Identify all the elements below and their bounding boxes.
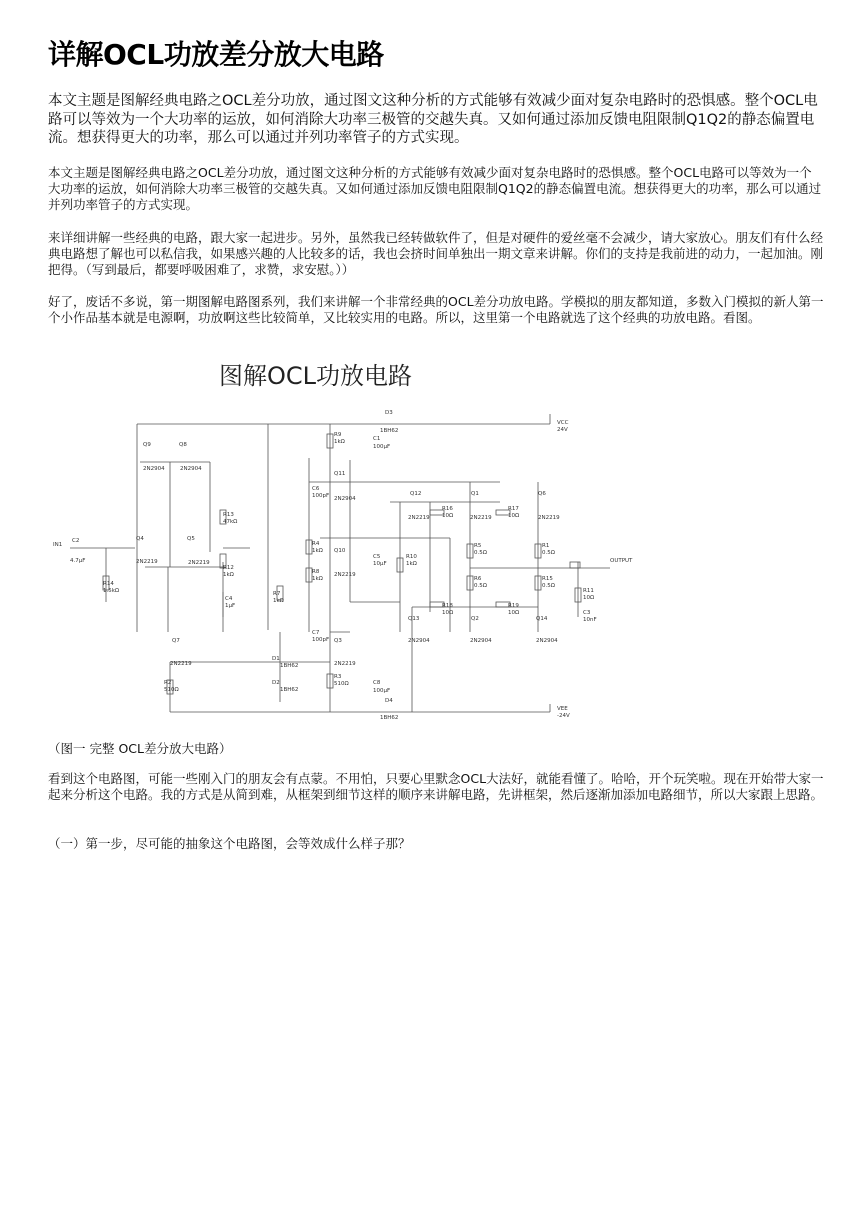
label-c6-value: 100pF [312, 493, 330, 499]
circuit-schematic [50, 362, 650, 726]
label-d3: D3 [385, 410, 393, 416]
label-r14-value: 1.5kΩ [103, 588, 120, 594]
label-q12-part: 2N2219 [408, 515, 430, 521]
label-d3-part: 1BH62 [380, 428, 399, 434]
label-q13-part: 2N2904 [408, 638, 430, 644]
label-r16: R16 [442, 506, 453, 512]
label-r15: R15 [542, 576, 553, 582]
label-input: IN1 [53, 542, 63, 548]
label-q6-part: 2N2219 [538, 515, 560, 521]
article-title: 详解OCL功放差分放大电路 [48, 38, 384, 71]
label-q5-part: 2N2219 [188, 560, 210, 566]
label-r12: R12 [223, 565, 234, 571]
label-c1: C1 [373, 436, 381, 442]
label-c5-value: 10μF [373, 561, 387, 567]
label-q2-part: 2N2904 [470, 638, 492, 644]
figure-caption: （图一 完整 OCL差分放大电路） [48, 741, 232, 756]
label-q13: Q13 [408, 616, 420, 622]
label-q11: Q11 [334, 471, 346, 477]
label-q11-part: 2N2904 [334, 496, 356, 502]
label-q12: Q12 [410, 491, 422, 497]
label-r19: R19 [508, 603, 519, 609]
label-r4-value: 1kΩ [312, 548, 323, 554]
section-step-one: （一）第一步，尽可能的抽象这个电路图，会等效成什么样子那？ [48, 836, 411, 851]
label-r10: R10 [406, 554, 417, 560]
label-q10-part: 2N2219 [334, 572, 356, 578]
label-r13: R13 [223, 512, 234, 518]
label-r5-value: 0.5Ω [474, 550, 487, 556]
label-r10-value: 1kΩ [406, 561, 417, 567]
label-r7-value: 1kΩ [273, 598, 284, 604]
label-r9: R9 [334, 432, 342, 438]
paragraph-topic: 好了，废话不多说，第一期图解电路图系列，我们来讲解一个非常经典的OCL差分功放电路。学模拟的朋友都知道，多数入门模拟的新人第一个小作品基本就是电源啊，功放啊这些比较简单，又比较实用的电路。所以，这里第一个电路就选了这个经典的功放电路。看图。 [48, 294, 824, 325]
label-c3: C3 [583, 610, 591, 616]
label-q10: Q10 [334, 548, 346, 554]
label-r9-value: 1kΩ [334, 439, 345, 445]
label-r17-value: 10Ω [508, 513, 520, 519]
label-q7: Q7 [172, 638, 180, 644]
label-c2: C2 [72, 538, 80, 544]
label-r4: R4 [312, 541, 320, 547]
label-q9: Q9 [143, 442, 151, 448]
paragraph-motivation: 来详细讲解一些经典的电路，跟大家一起进步。另外，虽然我已经转做软件了，但是对硬件的爱丝毫不会减少，请大家放心。朋友们有什么经典电路想了解也可以私信我，如果感兴趣的人比较多的话，我也会挤时间单独出一期文章来讲解。你们的支持是我前进的动力，一起加油。刚把得。（写到最后，都要呼吸困难了，求赞，求安慰。）） [48, 230, 824, 277]
label-q14: Q14 [536, 616, 548, 622]
label-output: OUTPUT [610, 558, 633, 564]
article-summary: 本文主题是图解经典电路之OCL差分功放，通过图文这种分析的方式能够有效减少面对复杂电路时的恐惧感。整个OCL电路可以等效为一个大功率的运放，如何消除大功率三极管的交越失真。又如何通过添加反馈电阻限制Q1Q2的静态偏置电流。想获得更大的功率，那么可以通过并列功率管子的方式实现。 [48, 93, 818, 146]
label-d1: D1 [272, 656, 280, 662]
label-d1-part: 1BH62 [280, 663, 299, 669]
label-q1-part: 2N2219 [470, 515, 492, 521]
label-c3-value: 10nF [583, 617, 597, 623]
label-q14-part: 2N2904 [536, 638, 558, 644]
label-r11: R11 [583, 588, 594, 594]
label-r18: R18 [442, 603, 453, 609]
label-d4: D4 [385, 698, 393, 704]
label-r16-value: 10Ω [442, 513, 454, 519]
label-c4: C4 [225, 596, 233, 602]
label-r8: R8 [312, 569, 320, 575]
label-r19-value: 10Ω [508, 610, 520, 616]
label-r5: R5 [474, 543, 482, 549]
label-r7: R7 [273, 591, 281, 597]
label-d2-part: 1BH62 [280, 687, 299, 693]
label-r2: R2 [164, 680, 172, 686]
label-r15-value: 0.5Ω [542, 583, 555, 589]
label-r2-value: 510Ω [164, 687, 179, 693]
label-r18-value: 10Ω [442, 610, 454, 616]
label-c6: C6 [312, 486, 320, 492]
label-c1-value: 100μF [373, 444, 391, 450]
label-c5: C5 [373, 554, 381, 560]
label-r3-value: 510Ω [334, 681, 349, 687]
label-r1-value: 0.5Ω [542, 550, 555, 556]
label-vee-value: -24V [557, 713, 570, 719]
label-c7: C7 [312, 630, 320, 636]
label-vcc: VCC [557, 420, 569, 426]
label-d4-part: 1BH62 [380, 715, 399, 721]
figure-title: 图解OCL功放电路 [219, 362, 413, 390]
label-q6: Q6 [538, 491, 546, 497]
label-r1: R1 [542, 543, 550, 549]
label-q7-part: 2N2219 [170, 661, 192, 667]
label-q4: Q4 [136, 536, 144, 542]
label-q2: Q2 [471, 616, 479, 622]
label-q1: Q1 [471, 491, 479, 497]
label-r8-value: 1kΩ [312, 576, 323, 582]
label-r11-value: 10Ω [583, 595, 595, 601]
label-q9-part: 2N2904 [143, 466, 165, 472]
label-r14: R14 [103, 581, 114, 587]
label-r13-value: 47kΩ [223, 519, 238, 525]
label-q5: Q5 [187, 536, 195, 542]
label-c4-value: 1μF [225, 603, 236, 609]
label-q3-part: 2N2219 [334, 661, 356, 667]
label-r17: R17 [508, 506, 519, 512]
label-vee: VEE [557, 706, 568, 712]
label-c2-value: 4.7μF [70, 558, 86, 564]
label-d2: D2 [272, 680, 280, 686]
label-c8: C8 [373, 680, 381, 686]
label-q3: Q3 [334, 638, 342, 644]
label-q8-part: 2N2904 [180, 466, 202, 472]
label-c7-value: 100pF [312, 637, 330, 643]
label-r12-value: 1kΩ [223, 572, 234, 578]
label-q4-part: 2N2219 [136, 559, 158, 565]
label-q8: Q8 [179, 442, 187, 448]
label-r3: R3 [334, 674, 342, 680]
label-r6-value: 0.5Ω [474, 583, 487, 589]
label-c8-value: 100μF [373, 688, 391, 694]
paragraph-explanation: 看到这个电路图，可能一些刚入门的朋友会有点蒙。不用怕，只要心里默念OCL大法好，就能看懂了。哈哈，开个玩笑啦。现在开始带大家一起来分析这个电路。我的方式是从简到难，从框架到细节这样的顺序来讲解电路，先讲框架，然后逐渐加添加电路细节，所以大家跟上思路。 [48, 771, 824, 802]
label-vcc-value: 24V [557, 427, 568, 433]
label-r6: R6 [474, 576, 482, 582]
circuit-figure [50, 362, 650, 726]
paragraph-intro: 本文主题是图解经典电路之OCL差分功放，通过图文这种分析的方式能够有效减少面对复杂电路时的恐惧感。整个OCL电路可以等效为一个大功率的运放，如何消除大功率三极管的交越失真。又如何通过添加反馈电阻限制Q1Q2的静态偏置电流。想获得更大的功率，那么可以通过并列功率管子的方式实现。 [48, 165, 822, 212]
